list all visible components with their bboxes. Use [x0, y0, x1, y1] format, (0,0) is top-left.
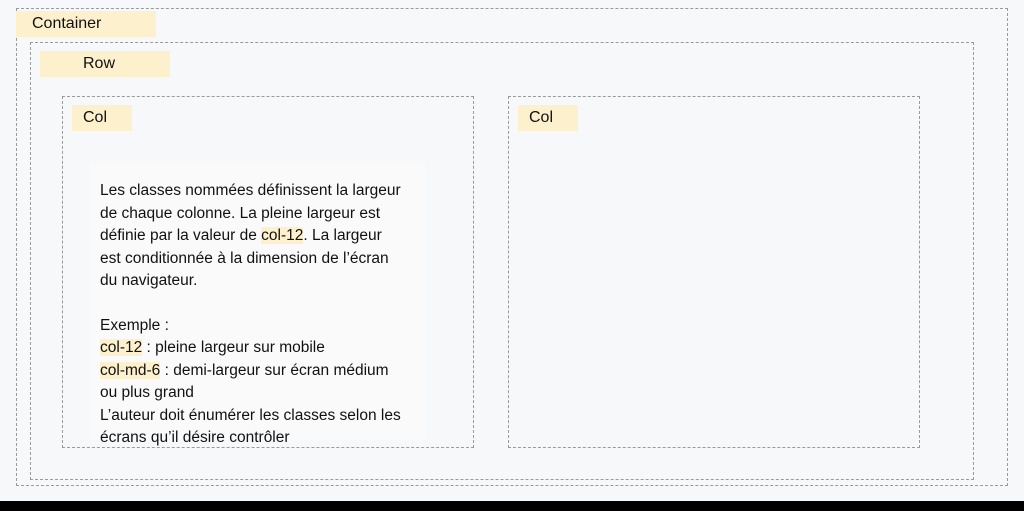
- label-container: Container: [16, 11, 156, 37]
- example-heading: Exemple :: [100, 316, 169, 334]
- col-box-right: [508, 96, 920, 448]
- bottom-bar: [0, 501, 1024, 511]
- example-line-1-text: : pleine largeur sur mobile: [142, 339, 325, 356]
- paragraph-spacer: [100, 293, 405, 315]
- code-col-md-6: col-md-6: [100, 361, 161, 379]
- code-col-12: col-12: [100, 339, 143, 356]
- example-line-2-text: : demi-largeur sur écran médium ou plus grand: [100, 361, 389, 401]
- label-row: Row: [40, 51, 170, 77]
- paragraph-definition: [100, 180, 405, 293]
- explanation-card: [89, 163, 425, 446]
- label-col-right: Col: [518, 105, 578, 131]
- example-line-1: [100, 337, 405, 360]
- label-col-left: Col: [72, 105, 132, 131]
- example-line-2: [100, 360, 405, 405]
- paragraph-definition-part2: . La largeur est conditionnée à la dimension de l’écran du navigateur.: [100, 227, 389, 289]
- example-line-3: L’auteur doit énumérer les classes selon les écrans qu’il désire contrôler: [100, 406, 401, 446]
- code-col-12-inline: col-12: [261, 227, 304, 244]
- paragraph-definition-part1: Les classes nommées définissent la largeur de chaque colonne. La pleine largeur est définie par la valeur de: [100, 182, 401, 244]
